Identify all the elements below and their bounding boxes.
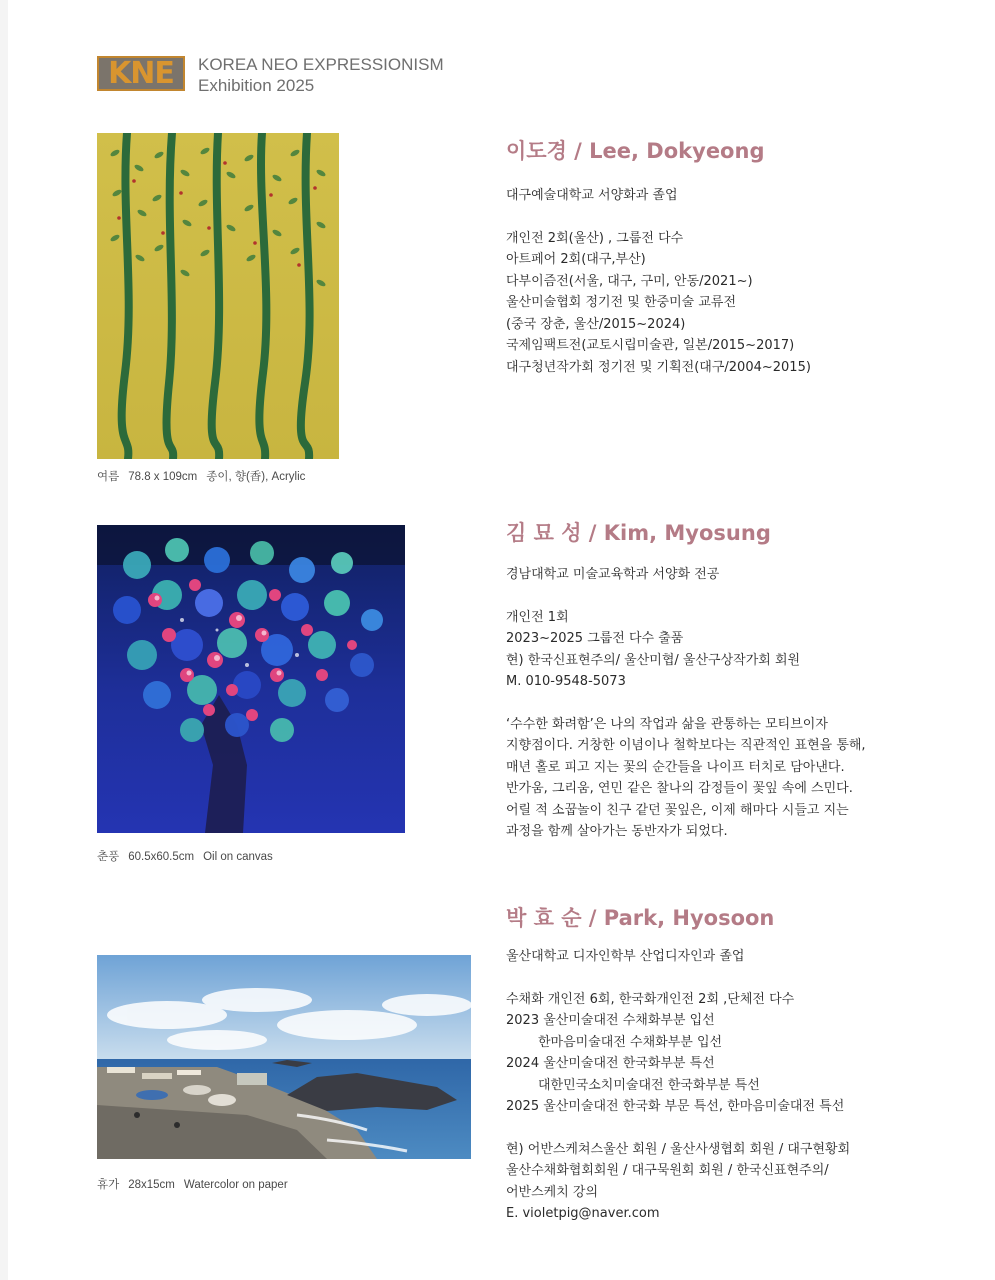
artist-bio <box>506 519 976 843</box>
contact-email: E. violetpig@naver.com <box>506 1206 660 1221</box>
artwork-title: 여름 <box>97 471 120 483</box>
artwork-medium: 종이, 향(香), Acrylic <box>206 471 306 483</box>
bio-line: 다부이즘전(서울, 대구, 구미, 안동/2021~) <box>506 273 753 289</box>
education: 경남대학교 미술교육학과 서양화 전공 <box>506 567 720 582</box>
bio-line: 한마음미술대전 수채화부분 입선 <box>538 1034 723 1050</box>
artist-bio <box>506 904 976 1225</box>
artist-name: 박 효 순 / Park, Hyosoon <box>506 906 775 930</box>
bio-line: 울산미술협회 정기전 및 한중미술 교류전 <box>506 295 737 310</box>
bio-line: 개인전 2회(울산) , 그룹전 다수 <box>506 230 684 246</box>
membership-line: 현) 어반스케쳐스울산 회원 / 울산사생협회 회원 / 대구현황회 <box>506 1141 851 1157</box>
bio-line: (중국 장춘, 울산/2015~2024) <box>506 316 686 332</box>
bio-line: 아트페어 2회(대구,부산) <box>506 252 646 267</box>
artist-name: 이도경 / Lee, Dokyeong <box>506 139 765 163</box>
statement-line: 어릴 적 소꿉놀이 친구 같던 꽃잎은, 이제 해마다 시들고 지는 <box>506 802 849 818</box>
statement-line: ‘수수한 화려함’은 나의 작업과 삶을 관통하는 모티브이자 <box>506 716 828 732</box>
bio-line: 국제임팩트전(교토시립미술관, 일본/2015~2017) <box>506 338 795 353</box>
bio-line: 2023 울산미술대전 수채화부분 입선 <box>506 1013 715 1028</box>
brand-line-1: KOREA NEO EXPRESSIONISM <box>198 55 444 74</box>
bio-line: 현) 한국신표현주의/ 울산미협/ 울산구상작가회 회원 <box>506 652 801 668</box>
artwork-size: 60.5x60.5cm <box>128 851 195 863</box>
artist-bio <box>506 137 976 378</box>
bio-line: 2023~2025 그룹전 다수 출품 <box>506 631 684 646</box>
brand-line-2: Exhibition 2025 <box>198 76 315 95</box>
bio-line: 대한민국소치미술대전 한국화부분 특선 <box>538 1077 760 1093</box>
education: 울산대학교 디자인학부 산업디자인과 졸업 <box>506 949 745 964</box>
statement-line: 지향점이다. 거창한 이념이나 철학보다는 직관적인 표현을 통해, <box>506 738 866 753</box>
artwork-title: 춘풍 <box>97 851 120 863</box>
artwork-image-vacation <box>97 955 471 1159</box>
artwork-caption <box>97 468 314 484</box>
bio-line: 수채화 개인전 6회, 한국화개인전 2회 ,단체전 다수 <box>506 991 795 1007</box>
bio-line: 개인전 1회 <box>506 609 569 625</box>
catalog-page <box>8 0 995 1280</box>
kne-logo <box>97 56 185 91</box>
artwork-size: 28x15cm <box>128 1179 175 1191</box>
bio-line: 대구청년작가회 정기전 및 기획전(대구/2004~2015) <box>506 359 811 375</box>
contact-phone: M. 010-9548-5073 <box>506 674 626 689</box>
education: 대구예술대학교 서양화과 졸업 <box>506 188 678 203</box>
membership-line: 울산수채화협회회원 / 대구묵원회 회원 / 한국신표현주의/ <box>506 1163 829 1178</box>
logo-text: KNE <box>108 55 174 91</box>
membership-line: 어반스케치 강의 <box>506 1184 599 1200</box>
artist-name: 김 묘 성 / Kim, Myosung <box>506 521 771 545</box>
bio-line: 2024 울산미술대전 한국화부분 특선 <box>506 1056 715 1071</box>
artwork-image-summer <box>97 133 339 459</box>
exhibition-title <box>198 54 444 96</box>
artwork-caption <box>97 1176 297 1192</box>
bio-line: 2025 울산미술대전 한국화 부문 특선, 한마음미술대전 특선 <box>506 1099 845 1114</box>
artwork-title: 휴가 <box>97 1179 120 1191</box>
artwork-size: 78.8 x 109cm <box>128 471 198 483</box>
artwork-medium: Watercolor on paper <box>183 1179 288 1191</box>
artwork-medium: Oil on canvas <box>203 851 273 863</box>
statement-line: 매년 홀로 피고 지는 꽃의 순간들을 나이프 터치로 담아낸다. <box>506 759 845 775</box>
artwork-caption <box>97 848 282 864</box>
statement-line: 반가움, 그리움, 연민 같은 찰나의 감정들이 꽃잎 속에 스민다. <box>506 781 853 796</box>
artwork-image-spring-wind <box>97 525 405 833</box>
statement-line: 과정을 함께 살아가는 동반자가 되었다. <box>506 824 728 839</box>
